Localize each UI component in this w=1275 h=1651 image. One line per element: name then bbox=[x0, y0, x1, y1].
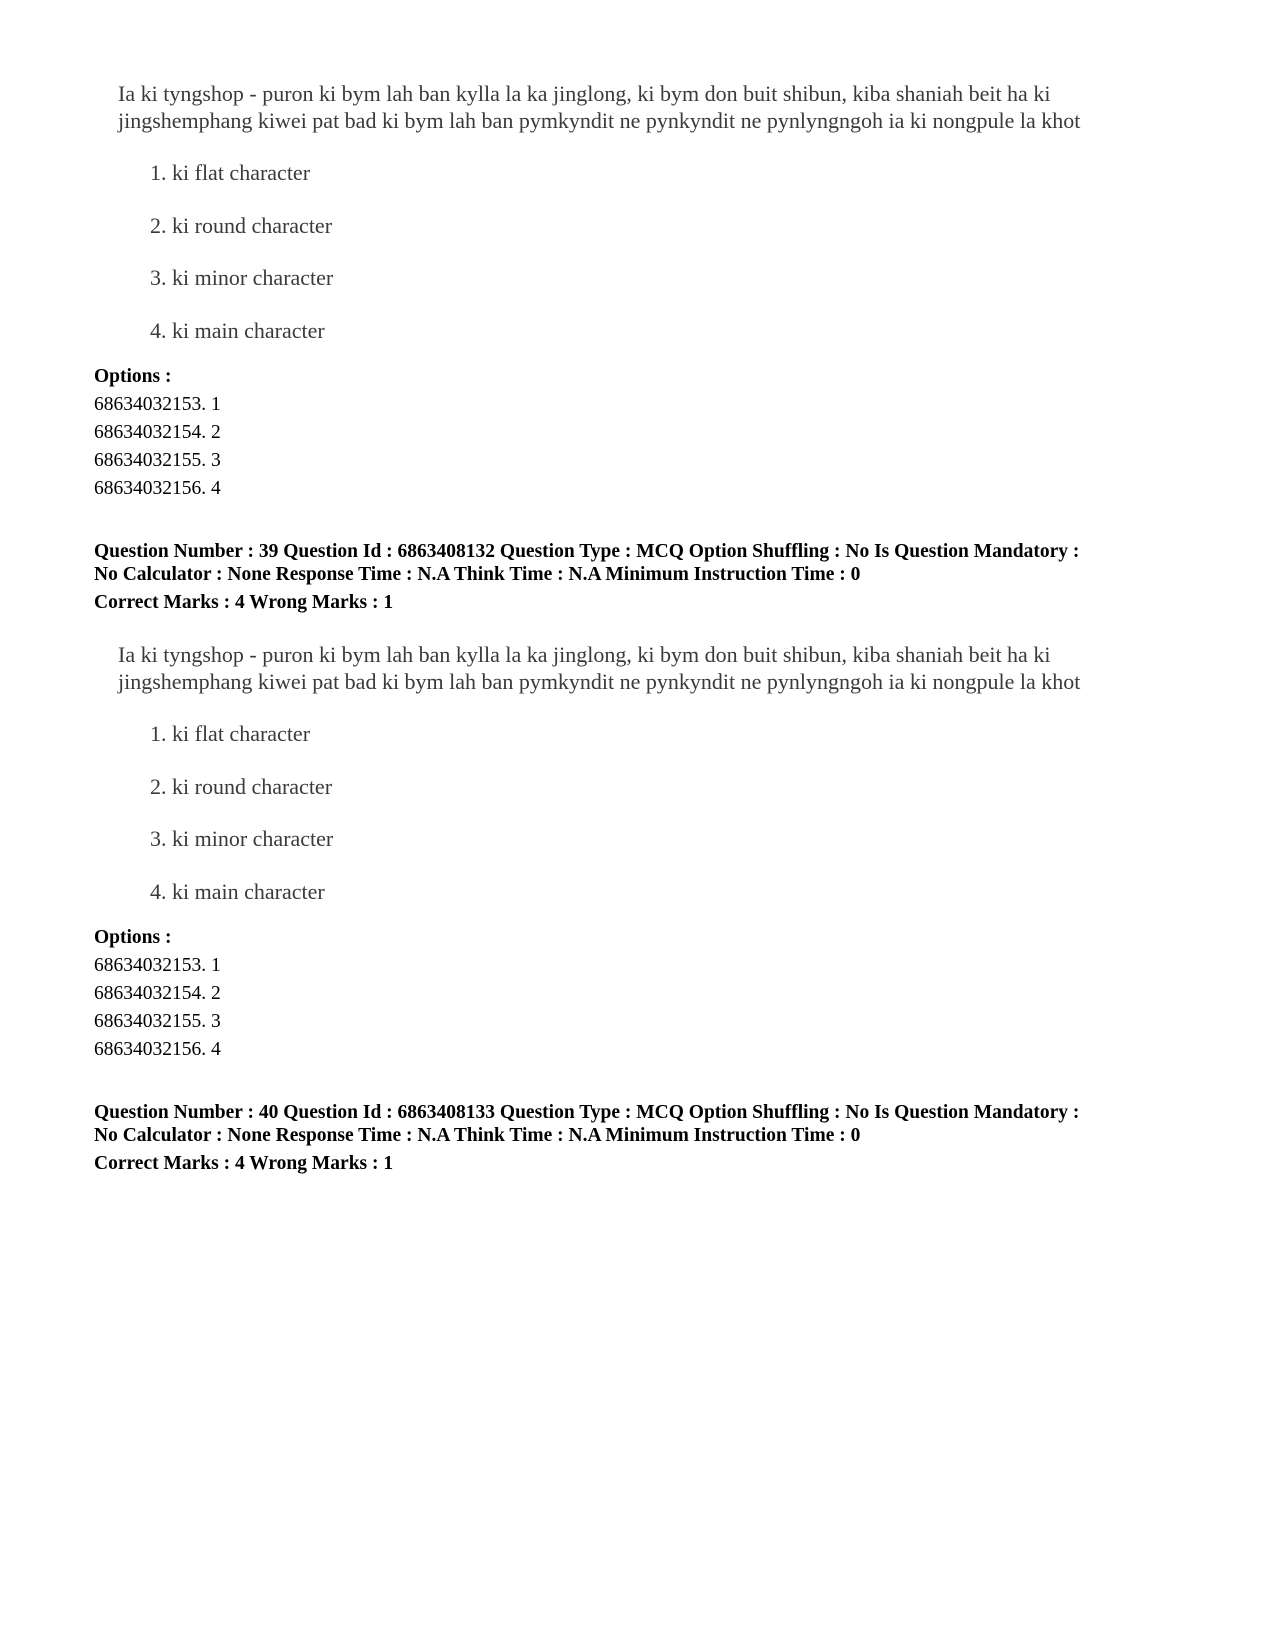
question-39-header-line-2: No Calculator : None Response Time : N.A Think Time : N.A Minimum Instruction Time : 0 bbox=[94, 564, 861, 585]
option-item: 68634032156. 4 bbox=[94, 1039, 221, 1060]
choice-item: 2. ki round character bbox=[150, 213, 333, 238]
choice-item: 3. ki minor character bbox=[150, 265, 334, 290]
choice-item: 4. ki main character bbox=[150, 879, 325, 904]
option-item: 68634032154. 2 bbox=[94, 983, 221, 1004]
question-40-header-line-1: Question Number : 40 Question Id : 6863408133 Question Type : MCQ Option Shuffling : No Is Question Mandatory : bbox=[94, 1102, 1080, 1123]
options-label: Options : bbox=[94, 927, 172, 948]
choice-item: 1. ki flat character bbox=[150, 721, 311, 746]
choice-item: 4. ki main character bbox=[150, 318, 325, 343]
question-image-39 bbox=[118, 641, 1178, 904]
choice-item: 2. ki round character bbox=[150, 774, 333, 799]
question-40-marks: Correct Marks : 4 Wrong Marks : 1 bbox=[94, 1153, 394, 1174]
question-stem-line-2: jingshemphang kiwei pat bad ki bym lah ban pymkyndit ne pynkyndit ne pynlyngngoh ia ki nongpule la khot bbox=[118, 669, 1081, 694]
choice-item: 1. ki flat character bbox=[150, 160, 311, 185]
option-item: 68634032155. 3 bbox=[94, 450, 221, 471]
options-label: Options : bbox=[94, 366, 172, 387]
option-item: 68634032156. 4 bbox=[94, 478, 221, 499]
question-image-38 bbox=[118, 80, 1178, 343]
option-item: 68634032153. 1 bbox=[94, 955, 221, 976]
option-item: 68634032153. 1 bbox=[94, 394, 221, 415]
question-stem-line-1: Ia ki tyngshop - puron ki bym lah ban kylla la ka jinglong, ki bym don buit shibun, kiba shaniah beit ha ki bbox=[118, 642, 1051, 667]
option-item: 68634032154. 2 bbox=[94, 422, 221, 443]
option-item: 68634032155. 3 bbox=[94, 1011, 221, 1032]
question-stem-line-1: Ia ki tyngshop - puron ki bym lah ban kylla la ka jinglong, ki bym don buit shibun, kiba shaniah beit ha ki bbox=[118, 81, 1051, 106]
question-39-header-line-1: Question Number : 39 Question Id : 6863408132 Question Type : MCQ Option Shuffling : No Is Question Mandatory : bbox=[94, 541, 1080, 562]
question-40-header-line-2: No Calculator : None Response Time : N.A Think Time : N.A Minimum Instruction Time : 0 bbox=[94, 1125, 861, 1146]
choice-item: 3. ki minor character bbox=[150, 826, 334, 851]
question-39-marks: Correct Marks : 4 Wrong Marks : 1 bbox=[94, 592, 394, 613]
question-stem-line-2: jingshemphang kiwei pat bad ki bym lah ban pymkyndit ne pynkyndit ne pynlyngngoh ia ki nongpule la khot bbox=[118, 108, 1081, 133]
